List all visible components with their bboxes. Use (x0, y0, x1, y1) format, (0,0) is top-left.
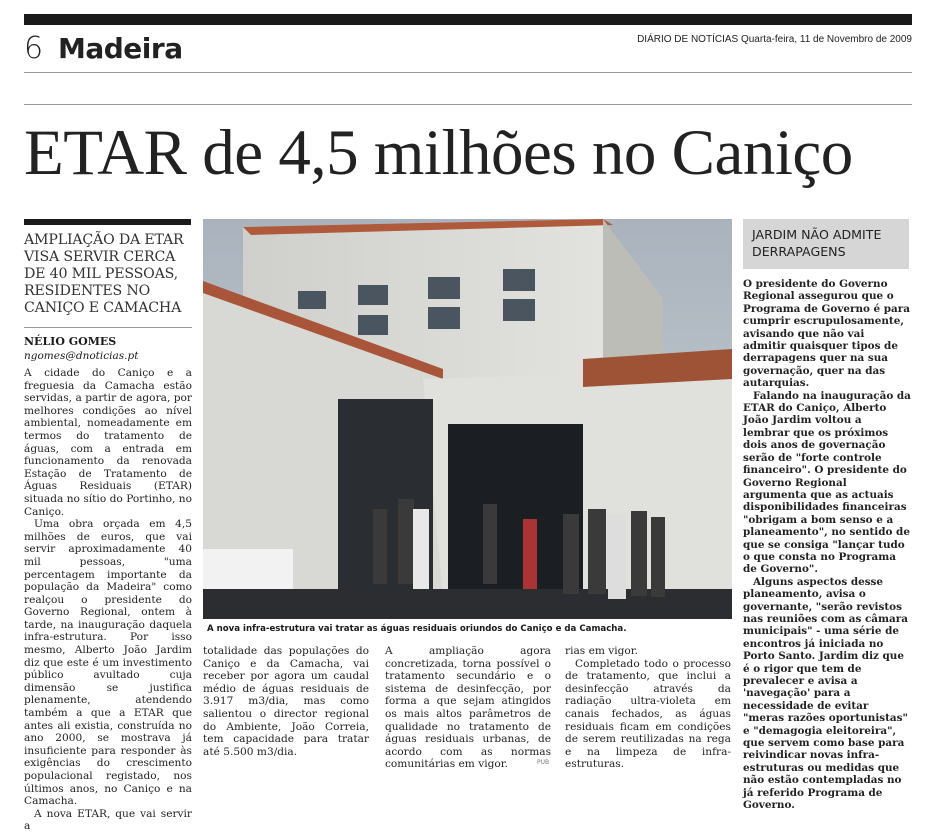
paragraph: Completado todo o processo de tratamento, que inclui a desinfecção através da radiação ultra-violeta em canais fechados, as águas residuais ficam em condições de serem reutilizadas na rega e na limpeza de infra-estruturas. (565, 657, 731, 771)
article-column-1 (24, 367, 192, 833)
paragraph: totalidade das populações do Caniço e da Camacha, vai receber por agora um caudal médio de águas residuais de 3.917 m3/dia, mas como salientou o director regional do Ambiente, João Correia, tem capacidade para tratar até 5.500 m3/dia. (203, 645, 369, 758)
paragraph: Uma obra orçada em 4,5 milhões de euros, que vai servir aproximadamente 40 mil pessoas, "uma percentagem importante da população da Madeira" como realçou o presidente do Governo Regional, ontem à tarde, na inauguração daquela infra-estrutura. Por isso mesmo, Alberto João Jardim diz que este é um investimento público avultado cuja dimensão se justifica plenamente, atendendo também a que a ETAR que antes ali existia, construída no ano 2000, se mostrava já insuficiente para responder às exigências do crescimento populacional registado, nos últimos anos, no Caniço e na Camacha. (24, 518, 192, 808)
divider (24, 327, 192, 328)
article-column-3 (385, 645, 551, 771)
lead-summary: AMPLIAÇÃO DA ETAR VISA SERVIR CERCA DE 40 MIL PESSOAS, RESIDENTES NO CANIÇO E CAMACHA (24, 232, 184, 316)
page-number: 6 (24, 31, 44, 66)
paragraph: O presidente do Governo Regional assegurou que o Programa de Governo é para cumprir escrupulosamente, avisando que não vai admitir quaisquer tipos de derrapagens quer na sua governação, quer na das autarquias. (743, 278, 910, 390)
paragraph: A cidade do Caniço e a freguesia da Camacha estão servidas, a partir de agora, por melhores condições ao nível ambiental, nomeadamente em termos do tratamento de águas, com a entrada em funcionamento da renovada Estação de Tratamento de Águas Residuais (ETAR) situada no sítio do Portinho, no Caniço. (24, 367, 192, 518)
article-column-4 (565, 645, 731, 771)
section-title: Madeira (58, 32, 183, 65)
masthead-date: DIÁRIO DE NOTÍCIAS Quarta-feira, 11 de Novembro de 2009 (637, 34, 912, 45)
sidebar-body (743, 278, 911, 811)
article-column-2 (203, 645, 369, 758)
divider (24, 104, 912, 105)
lead-bar (24, 219, 191, 225)
paragraph: A nova ETAR, que vai servir a (24, 807, 192, 833)
article-photo (203, 219, 732, 619)
paragraph: Alguns aspectos desse planeamento, avisa o governante, "serão revistos nas reuniões com as câmara municipais" - uma série de encontros já iniciada no Porto Santo. Jardim diz que é o rigor que tem de prevalecer e avisa a 'navegação' para a necessidade de evitar "meras razões oportunistas" e "demagogia eleitoreira", que servem como base para reivindicar novas infra-estruturas ou medidas que não estão contempladas no já referido Programa de Governo. (743, 575, 908, 812)
sidebar-title: JARDIM NÃO ADMITE DERRAPAGENS (752, 227, 882, 259)
author-name: NÉLIO GOMES (24, 335, 117, 348)
paragraph: A ampliação agora concretizada, torna possível o tratamento secundário e o sistema de desinfecção, por forma a que sejam atingidos os mais altos parâmetros de qualidade no tratamento de águas residuais urbanas, de acordo com as normas comunitárias em vigor. (385, 645, 551, 771)
divider (24, 72, 912, 73)
author-email[interactable]: ngomes@dnoticias.pt (24, 350, 139, 362)
paragraph: rias em vigor. (565, 645, 639, 657)
photo-caption: A nova infra-estrutura vai tratar as águas residuais oriundos do Caniço e da Camacha. (207, 624, 627, 634)
paragraph: Falando na inauguração da ETAR do Caniço, Alberto João Jardim voltou a lembrar que os próximos dois anos de governação serão de "forte controle financeiro". O presidente do Governo Regional argumenta que as actuais disponibilidades financeiras "obrigam a bom senso e a planeamento", no sentido de que se consiga "lançar tudo o que consta no Programa de Governo". (743, 389, 911, 576)
headline: ETAR de 4,5 milhões no Caniço (24, 117, 853, 189)
pub-marker: PUB (537, 759, 550, 766)
top-rule-bar (24, 14, 912, 25)
